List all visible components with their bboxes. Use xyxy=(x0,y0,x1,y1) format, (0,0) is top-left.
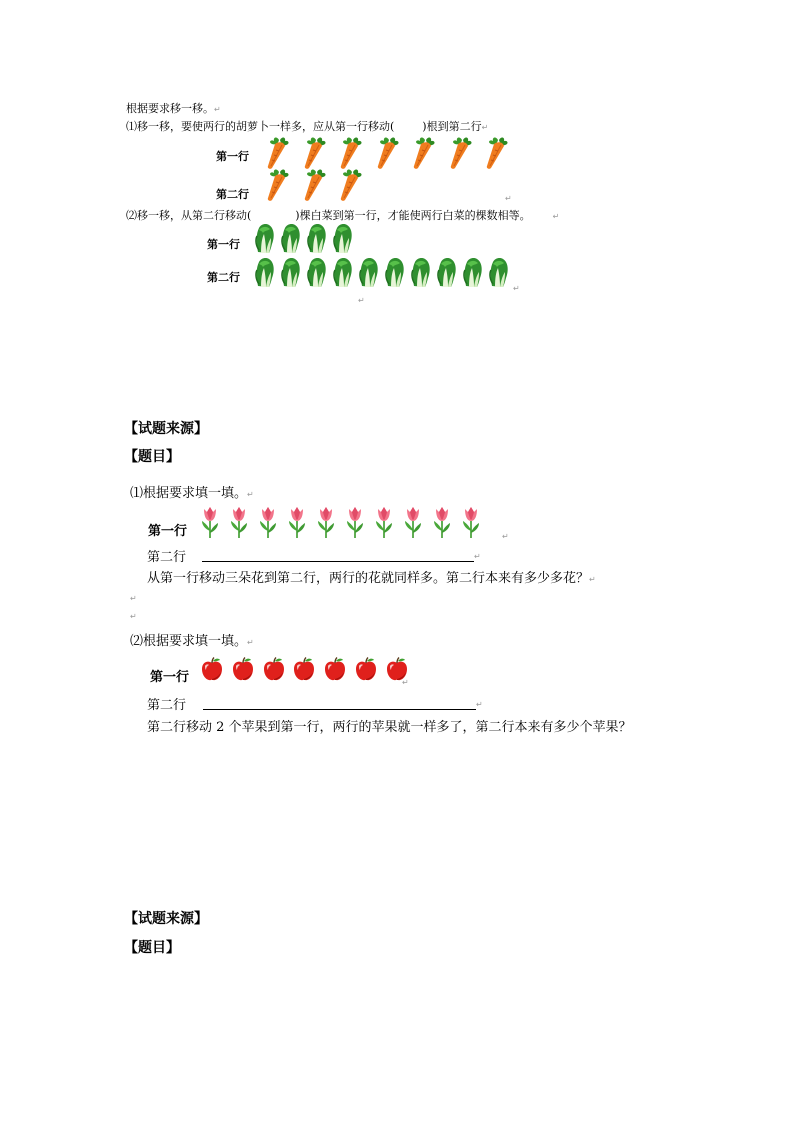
tulip-row2-label: 第二行 xyxy=(147,550,187,565)
carrot-icon xyxy=(408,136,438,170)
carrot-row2-label: 第二行 xyxy=(216,188,249,201)
cabbage-icon xyxy=(331,256,355,290)
paragraph-mark: ↵ xyxy=(130,594,137,603)
apple-icon xyxy=(199,656,225,682)
carrot-icon xyxy=(299,168,329,202)
paragraph-mark: ↵ xyxy=(402,678,409,687)
tulip-icon xyxy=(344,503,366,539)
carrot-row1-label: 第一行 xyxy=(216,150,249,163)
tulip-icon xyxy=(431,503,453,539)
cabbage-icon xyxy=(487,256,511,290)
paragraph-mark: ↵ xyxy=(505,194,512,203)
question-heading-2: 【题目】 xyxy=(124,940,180,956)
cabbage-icon xyxy=(409,256,433,290)
fill-question-2-text: 第二行移动 2 个苹果到第一行，两行的苹果就一样多了，第二行本来有多少个苹果？ xyxy=(147,720,632,735)
tulip-icon xyxy=(460,503,482,539)
paragraph-mark: ↵ xyxy=(358,296,365,305)
carrot-icon xyxy=(262,136,292,170)
carrot-icon xyxy=(372,136,402,170)
question-2-text: ⑵移一移，从第二行移动( )棵白菜到第一行，才能使两行白菜的棵数相等。 ↵ xyxy=(126,209,560,222)
cabbage-row1-label: 第一行 xyxy=(207,238,240,251)
tulip-icon xyxy=(402,503,424,539)
paragraph-mark: ↵ xyxy=(476,700,483,709)
carrot-icon xyxy=(445,136,475,170)
fill-question-1-title: ⑴根据要求填一填。↵ xyxy=(130,486,254,501)
tulip-icon xyxy=(286,503,308,539)
apple-row1-label: 第一行 xyxy=(150,670,190,685)
answer-blank-1[interactable] xyxy=(202,561,474,562)
cabbage-icon xyxy=(305,222,329,256)
apple-row2-label: 第二行 xyxy=(147,698,187,713)
fill-question-1-text: 从第一行移动三朵花到第二行，两行的花就同样多。第二行本来有多少多花？↵ xyxy=(147,571,596,586)
apple-icon xyxy=(261,656,287,682)
paragraph-mark: ↵ xyxy=(502,532,509,541)
source-heading: 【试题来源】 xyxy=(124,421,208,437)
carrot-icon xyxy=(335,168,365,202)
paragraph-mark: ↵ xyxy=(474,552,481,561)
intro-text: 根据要求移一移。↵ xyxy=(126,102,221,115)
cabbage-icon xyxy=(253,222,277,256)
carrot-icon xyxy=(335,136,365,170)
tulip-icon xyxy=(315,503,337,539)
tulip-icon xyxy=(257,503,279,539)
cabbage-icon xyxy=(357,256,381,290)
cabbage-icon xyxy=(461,256,485,290)
cabbage-icon xyxy=(435,256,459,290)
cabbage-icon xyxy=(253,256,277,290)
answer-blank-2[interactable] xyxy=(203,709,476,710)
apple-icon xyxy=(291,656,317,682)
fill-question-2-title: ⑵根据要求填一填。↵ xyxy=(130,634,254,649)
carrot-icon xyxy=(299,136,329,170)
carrot-icon xyxy=(262,168,292,202)
tulip-icon xyxy=(373,503,395,539)
carrot-icon xyxy=(481,136,511,170)
paragraph-mark: ↵ xyxy=(130,612,137,621)
question-heading: 【题目】 xyxy=(124,449,180,465)
apple-icon xyxy=(322,656,348,682)
tulip-row1-label: 第一行 xyxy=(148,524,188,539)
source-heading-2: 【试题来源】 xyxy=(124,911,208,927)
cabbage-icon xyxy=(305,256,329,290)
paragraph-mark: ↵ xyxy=(513,284,520,293)
apple-icon xyxy=(353,656,379,682)
question-1-text: ⑴移一移，要使两行的胡萝卜一样多，应从第一行移动( )根到第二行↵ xyxy=(126,120,489,133)
tulip-icon xyxy=(228,503,250,539)
cabbage-icon xyxy=(279,256,303,290)
cabbage-row2-label: 第二行 xyxy=(207,271,240,284)
cabbage-icon xyxy=(279,222,303,256)
cabbage-icon xyxy=(383,256,407,290)
apple-icon xyxy=(230,656,256,682)
cabbage-icon xyxy=(331,222,355,256)
tulip-icon xyxy=(199,503,221,539)
